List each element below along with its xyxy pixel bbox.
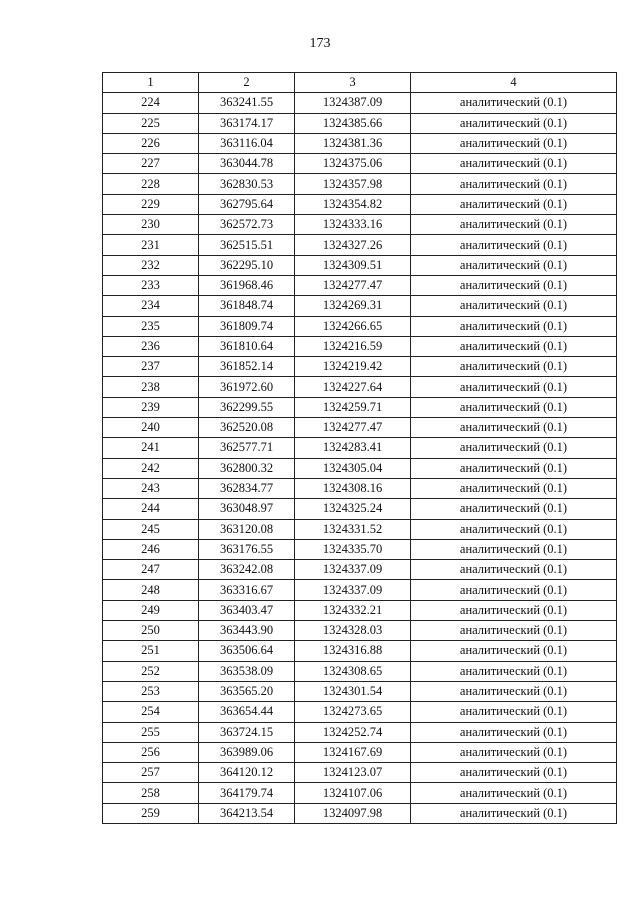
table-row — [103, 296, 617, 316]
point-number-cell: 230 — [103, 215, 199, 235]
method-cell: аналитический (0.1) — [411, 560, 617, 580]
table-row — [103, 499, 617, 519]
y-coordinate-cell: 1324269.31 — [295, 296, 411, 316]
y-coordinate-cell: 1324335.70 — [295, 539, 411, 559]
point-number-cell: 226 — [103, 133, 199, 153]
x-coordinate-cell: 361848.74 — [199, 296, 295, 316]
table-row — [103, 154, 617, 174]
method-cell: аналитический (0.1) — [411, 803, 617, 823]
x-coordinate-cell: 363538.09 — [199, 661, 295, 681]
y-coordinate-cell: 1324381.36 — [295, 133, 411, 153]
x-coordinate-cell: 363242.08 — [199, 560, 295, 580]
method-cell: аналитический (0.1) — [411, 783, 617, 803]
x-coordinate-cell: 363403.47 — [199, 600, 295, 620]
point-number-cell: 243 — [103, 478, 199, 498]
y-coordinate-cell: 1324327.26 — [295, 235, 411, 255]
table-row — [103, 93, 617, 113]
table-body — [103, 93, 617, 824]
x-coordinate-cell: 362520.08 — [199, 418, 295, 438]
method-cell: аналитический (0.1) — [411, 438, 617, 458]
point-number-cell: 256 — [103, 742, 199, 762]
x-coordinate-cell: 361810.64 — [199, 336, 295, 356]
method-cell: аналитический (0.1) — [411, 154, 617, 174]
table-row — [103, 133, 617, 153]
y-coordinate-cell: 1324107.06 — [295, 783, 411, 803]
table-row — [103, 763, 617, 783]
x-coordinate-cell: 363048.97 — [199, 499, 295, 519]
table-row — [103, 418, 617, 438]
y-coordinate-cell: 1324273.65 — [295, 702, 411, 722]
x-coordinate-cell: 363174.17 — [199, 113, 295, 133]
point-number-cell: 248 — [103, 580, 199, 600]
point-number-cell: 242 — [103, 458, 199, 478]
method-cell: аналитический (0.1) — [411, 235, 617, 255]
point-number-cell: 255 — [103, 722, 199, 742]
point-number-cell: 235 — [103, 316, 199, 336]
x-coordinate-cell: 363724.15 — [199, 722, 295, 742]
header-cell-1: 1 — [103, 73, 199, 93]
table-row — [103, 458, 617, 478]
point-number-cell: 245 — [103, 519, 199, 539]
point-number-cell: 259 — [103, 803, 199, 823]
method-cell: аналитический (0.1) — [411, 194, 617, 214]
point-number-cell: 252 — [103, 661, 199, 681]
point-number-cell: 239 — [103, 397, 199, 417]
method-cell: аналитический (0.1) — [411, 336, 617, 356]
page-number: 173 — [309, 36, 331, 51]
x-coordinate-cell: 363654.44 — [199, 702, 295, 722]
y-coordinate-cell: 1324325.24 — [295, 499, 411, 519]
point-number-cell: 247 — [103, 560, 199, 580]
y-coordinate-cell: 1324227.64 — [295, 377, 411, 397]
y-coordinate-cell: 1324308.65 — [295, 661, 411, 681]
header-cell-4: 4 — [411, 73, 617, 93]
point-number-cell: 241 — [103, 438, 199, 458]
x-coordinate-cell: 363116.04 — [199, 133, 295, 153]
method-cell: аналитический (0.1) — [411, 702, 617, 722]
y-coordinate-cell: 1324337.09 — [295, 580, 411, 600]
y-coordinate-cell: 1324308.16 — [295, 478, 411, 498]
x-coordinate-cell: 361972.60 — [199, 377, 295, 397]
table-row — [103, 661, 617, 681]
table-row — [103, 478, 617, 498]
table-row — [103, 722, 617, 742]
y-coordinate-cell: 1324167.69 — [295, 742, 411, 762]
x-coordinate-cell: 362515.51 — [199, 235, 295, 255]
x-coordinate-cell: 361809.74 — [199, 316, 295, 336]
point-number-cell: 237 — [103, 357, 199, 377]
point-number-cell: 258 — [103, 783, 199, 803]
y-coordinate-cell: 1324301.54 — [295, 681, 411, 701]
x-coordinate-cell: 363120.08 — [199, 519, 295, 539]
y-coordinate-cell: 1324309.51 — [295, 255, 411, 275]
table-row — [103, 336, 617, 356]
table-row — [103, 275, 617, 295]
y-coordinate-cell: 1324305.04 — [295, 458, 411, 478]
y-coordinate-cell: 1324277.47 — [295, 418, 411, 438]
y-coordinate-cell: 1324375.06 — [295, 154, 411, 174]
point-number-cell: 225 — [103, 113, 199, 133]
y-coordinate-cell: 1324357.98 — [295, 174, 411, 194]
point-number-cell: 224 — [103, 93, 199, 113]
table-header — [103, 73, 617, 93]
table-row — [103, 215, 617, 235]
header-cell-3: 3 — [295, 73, 411, 93]
y-coordinate-cell: 1324337.09 — [295, 560, 411, 580]
point-number-cell: 257 — [103, 763, 199, 783]
point-number-cell: 249 — [103, 600, 199, 620]
y-coordinate-cell: 1324387.09 — [295, 93, 411, 113]
method-cell: аналитический (0.1) — [411, 600, 617, 620]
method-cell: аналитический (0.1) — [411, 377, 617, 397]
y-coordinate-cell: 1324266.65 — [295, 316, 411, 336]
coordinates-table — [102, 72, 617, 824]
method-cell: аналитический (0.1) — [411, 418, 617, 438]
table-row — [103, 377, 617, 397]
point-number-cell: 233 — [103, 275, 199, 295]
table-row — [103, 174, 617, 194]
x-coordinate-cell: 362577.71 — [199, 438, 295, 458]
table-row — [103, 438, 617, 458]
point-number-cell: 236 — [103, 336, 199, 356]
x-coordinate-cell: 363989.06 — [199, 742, 295, 762]
x-coordinate-cell: 364179.74 — [199, 783, 295, 803]
point-number-cell: 240 — [103, 418, 199, 438]
x-coordinate-cell: 363443.90 — [199, 621, 295, 641]
point-number-cell: 246 — [103, 539, 199, 559]
method-cell: аналитический (0.1) — [411, 499, 617, 519]
y-coordinate-cell: 1324316.88 — [295, 641, 411, 661]
point-number-cell: 250 — [103, 621, 199, 641]
x-coordinate-cell: 361852.14 — [199, 357, 295, 377]
table-row — [103, 316, 617, 336]
method-cell: аналитический (0.1) — [411, 621, 617, 641]
method-cell: аналитический (0.1) — [411, 275, 617, 295]
x-coordinate-cell: 362800.32 — [199, 458, 295, 478]
table-row — [103, 113, 617, 133]
table-row — [103, 397, 617, 417]
point-number-cell: 231 — [103, 235, 199, 255]
x-coordinate-cell: 364120.12 — [199, 763, 295, 783]
method-cell: аналитический (0.1) — [411, 93, 617, 113]
x-coordinate-cell: 362572.73 — [199, 215, 295, 235]
method-cell: аналитический (0.1) — [411, 478, 617, 498]
method-cell: аналитический (0.1) — [411, 174, 617, 194]
method-cell: аналитический (0.1) — [411, 722, 617, 742]
point-number-cell: 232 — [103, 255, 199, 275]
method-cell: аналитический (0.1) — [411, 539, 617, 559]
point-number-cell: 254 — [103, 702, 199, 722]
point-number-cell: 251 — [103, 641, 199, 661]
x-coordinate-cell: 362295.10 — [199, 255, 295, 275]
x-coordinate-cell: 362299.55 — [199, 397, 295, 417]
method-cell: аналитический (0.1) — [411, 458, 617, 478]
x-coordinate-cell: 363241.55 — [199, 93, 295, 113]
method-cell: аналитический (0.1) — [411, 133, 617, 153]
method-cell: аналитический (0.1) — [411, 296, 617, 316]
method-cell: аналитический (0.1) — [411, 641, 617, 661]
method-cell: аналитический (0.1) — [411, 215, 617, 235]
method-cell: аналитический (0.1) — [411, 763, 617, 783]
table-row — [103, 519, 617, 539]
x-coordinate-cell: 363565.20 — [199, 681, 295, 701]
table-row — [103, 194, 617, 214]
y-coordinate-cell: 1324333.16 — [295, 215, 411, 235]
x-coordinate-cell: 363316.67 — [199, 580, 295, 600]
y-coordinate-cell: 1324385.66 — [295, 113, 411, 133]
point-number-cell: 227 — [103, 154, 199, 174]
x-coordinate-cell: 362830.53 — [199, 174, 295, 194]
x-coordinate-cell: 364213.54 — [199, 803, 295, 823]
method-cell: аналитический (0.1) — [411, 316, 617, 336]
table-row — [103, 580, 617, 600]
table-row — [103, 621, 617, 641]
method-cell: аналитический (0.1) — [411, 661, 617, 681]
y-coordinate-cell: 1324097.98 — [295, 803, 411, 823]
header-cell-2: 2 — [199, 73, 295, 93]
method-cell: аналитический (0.1) — [411, 519, 617, 539]
table-row — [103, 255, 617, 275]
method-cell: аналитический (0.1) — [411, 580, 617, 600]
x-coordinate-cell: 362795.64 — [199, 194, 295, 214]
y-coordinate-cell: 1324332.21 — [295, 600, 411, 620]
table-row — [103, 783, 617, 803]
point-number-cell: 228 — [103, 174, 199, 194]
y-coordinate-cell: 1324328.03 — [295, 621, 411, 641]
method-cell: аналитический (0.1) — [411, 397, 617, 417]
table-row — [103, 681, 617, 701]
y-coordinate-cell: 1324259.71 — [295, 397, 411, 417]
table-row — [103, 357, 617, 377]
y-coordinate-cell: 1324283.41 — [295, 438, 411, 458]
table-row — [103, 235, 617, 255]
method-cell: аналитический (0.1) — [411, 681, 617, 701]
method-cell: аналитический (0.1) — [411, 255, 617, 275]
y-coordinate-cell: 1324252.74 — [295, 722, 411, 742]
method-cell: аналитический (0.1) — [411, 742, 617, 762]
table-row — [103, 702, 617, 722]
x-coordinate-cell: 361968.46 — [199, 275, 295, 295]
table-row — [103, 641, 617, 661]
table-row — [103, 600, 617, 620]
point-number-cell: 229 — [103, 194, 199, 214]
y-coordinate-cell: 1324277.47 — [295, 275, 411, 295]
x-coordinate-cell: 363506.64 — [199, 641, 295, 661]
table-row — [103, 560, 617, 580]
method-cell: аналитический (0.1) — [411, 113, 617, 133]
point-number-cell: 253 — [103, 681, 199, 701]
method-cell: аналитический (0.1) — [411, 357, 617, 377]
point-number-cell: 234 — [103, 296, 199, 316]
point-number-cell: 238 — [103, 377, 199, 397]
table-row — [103, 803, 617, 823]
x-coordinate-cell: 362834.77 — [199, 478, 295, 498]
x-coordinate-cell: 363044.78 — [199, 154, 295, 174]
y-coordinate-cell: 1324219.42 — [295, 357, 411, 377]
header-row — [103, 73, 617, 93]
table-row — [103, 539, 617, 559]
y-coordinate-cell: 1324216.59 — [295, 336, 411, 356]
x-coordinate-cell: 363176.55 — [199, 539, 295, 559]
point-number-cell: 244 — [103, 499, 199, 519]
y-coordinate-cell: 1324331.52 — [295, 519, 411, 539]
y-coordinate-cell: 1324123.07 — [295, 763, 411, 783]
table-row — [103, 742, 617, 762]
y-coordinate-cell: 1324354.82 — [295, 194, 411, 214]
